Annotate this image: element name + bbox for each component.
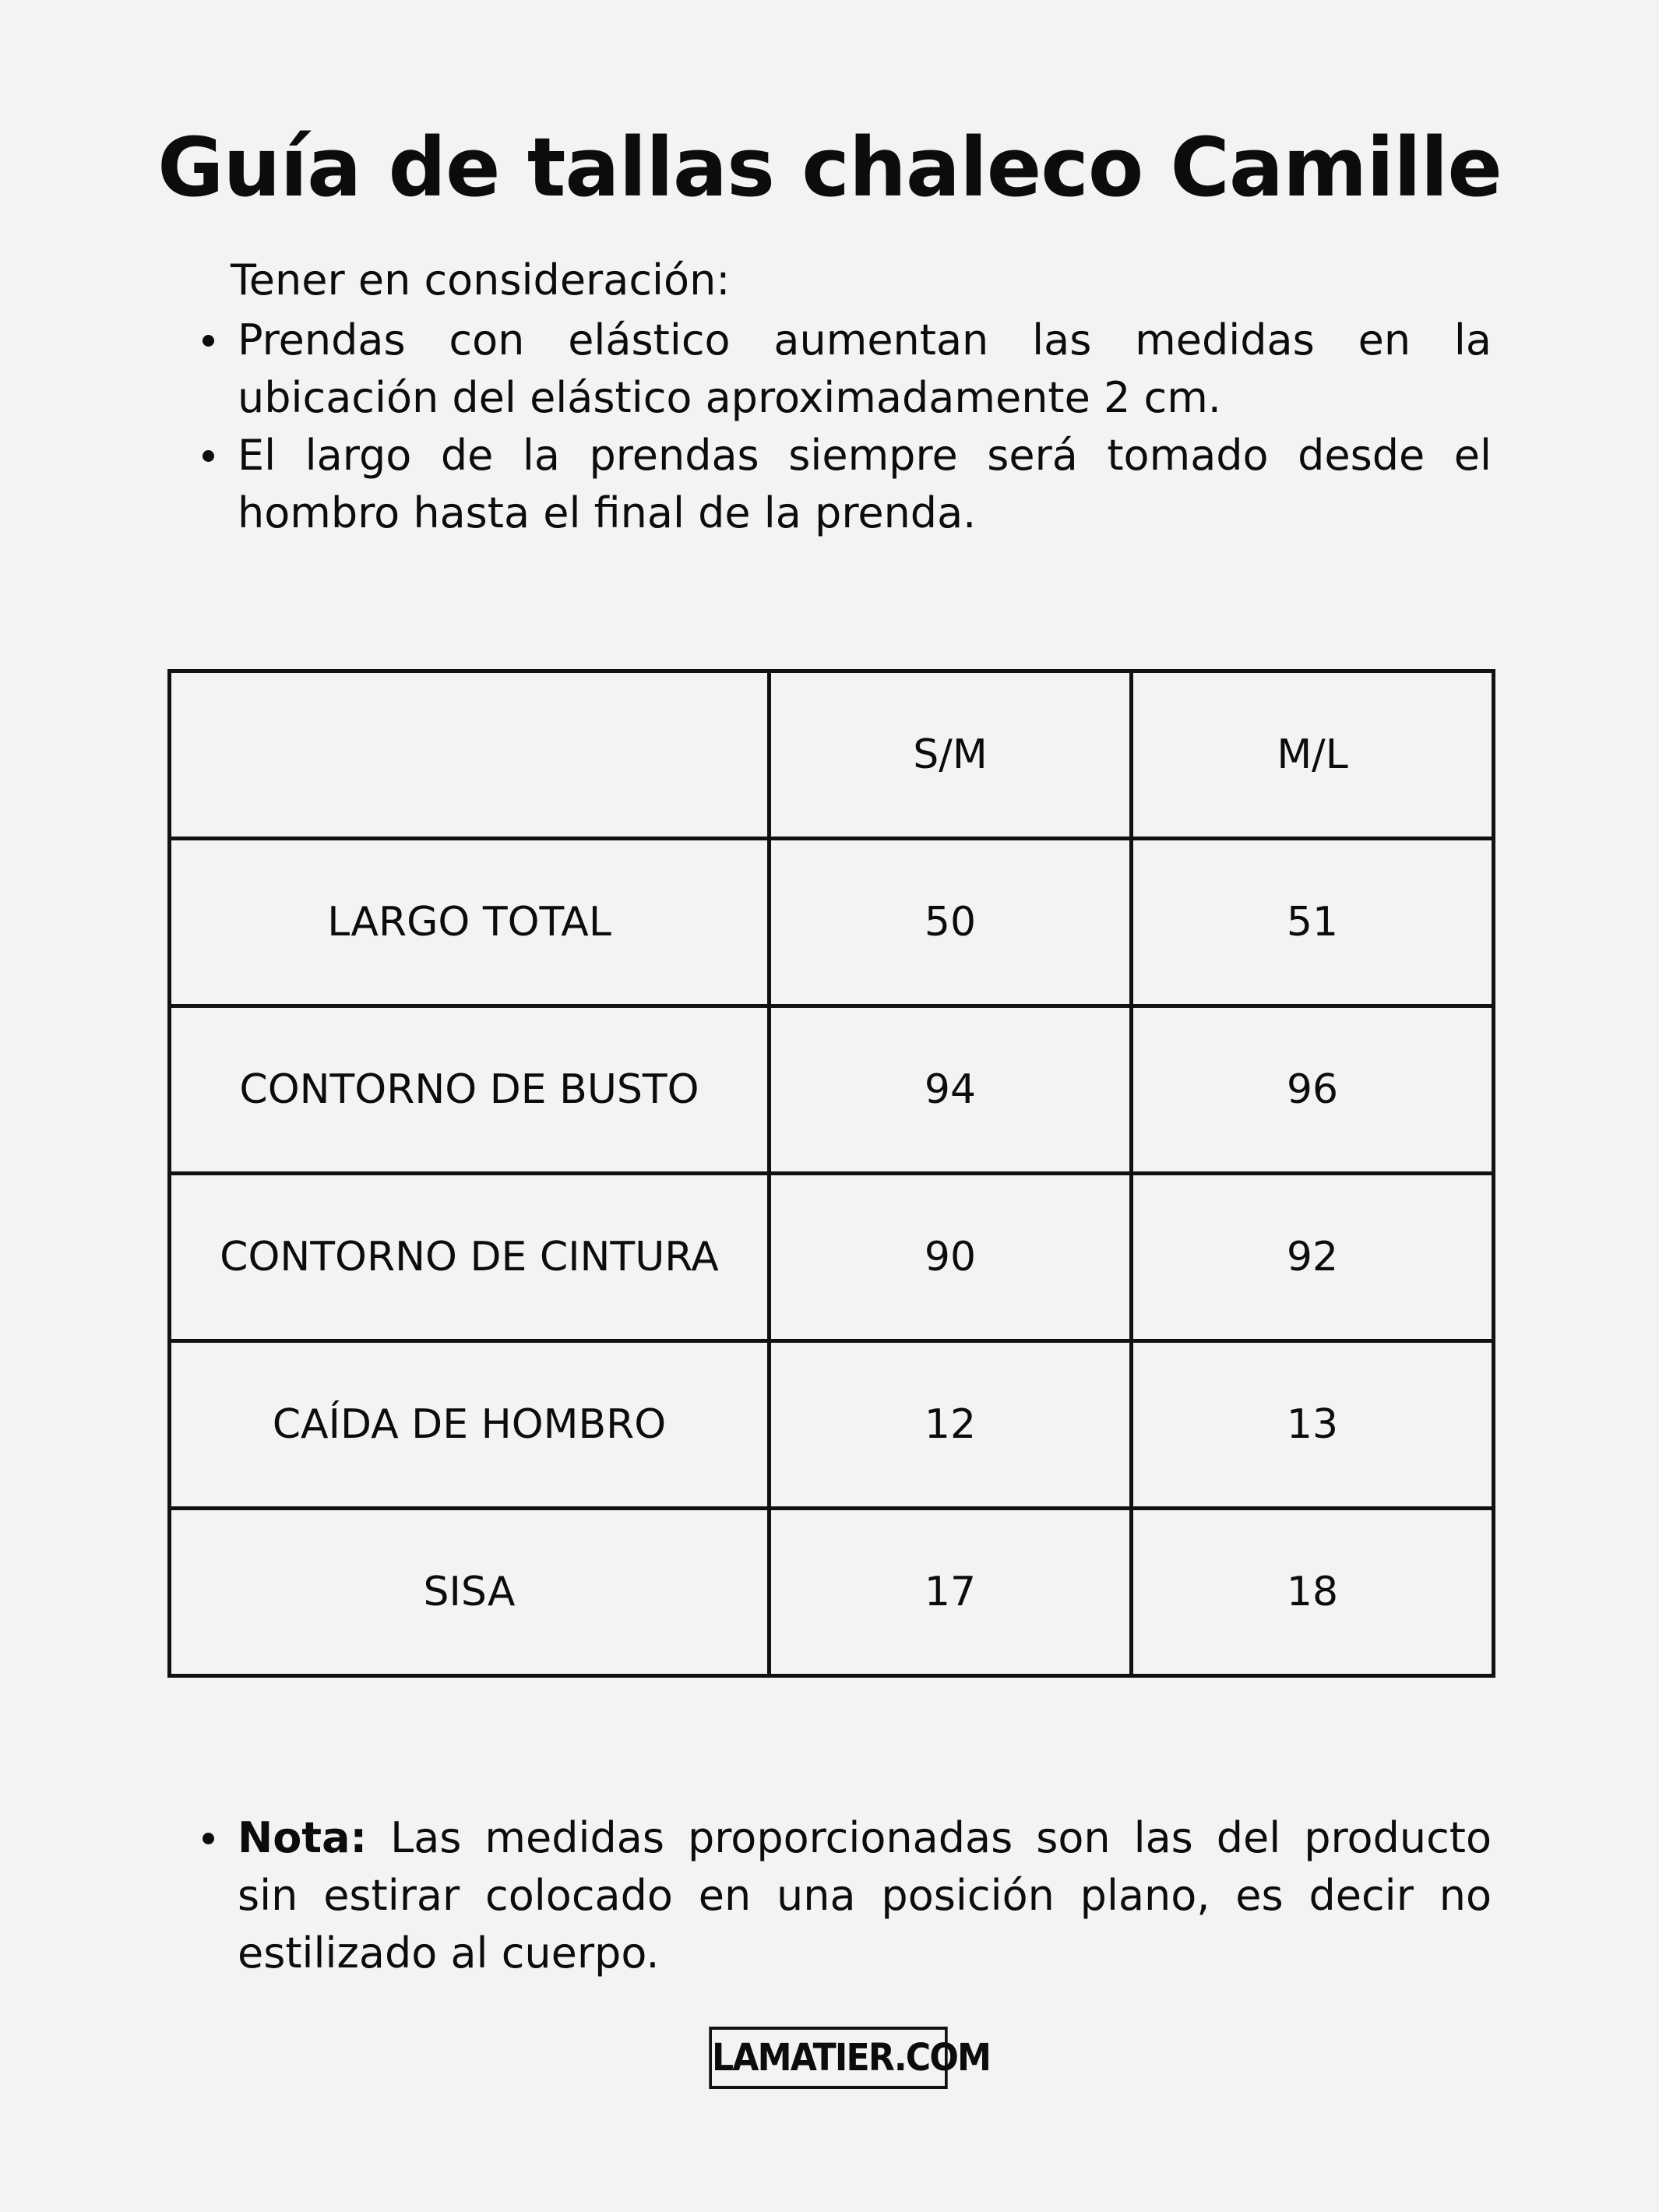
value-ml: 92 bbox=[1132, 1174, 1494, 1341]
page-title: Guía de tallas chaleco Camille bbox=[157, 120, 1502, 215]
measure-label: LARGO TOTAL bbox=[170, 839, 770, 1006]
value-ml: 96 bbox=[1132, 1006, 1494, 1174]
nota-text: Las medidas proporcionadas son las del producto sin estirar colocado en una posición plano, es decir no estilizado al cuerpo. bbox=[238, 1813, 1492, 1978]
note-item: El largo de la prendas siempre será tomado desde el hombro hasta el final de la prenda. bbox=[195, 427, 1492, 542]
note-item: Prendas con elástico aumentan las medidas en la ubicación del elástico aproximadamente 2 cm. bbox=[195, 312, 1492, 427]
value-sm: 50 bbox=[770, 839, 1132, 1006]
table-header-row bbox=[170, 671, 1494, 839]
measure-label: CAÍDA DE HOMBRO bbox=[170, 1341, 770, 1509]
value-sm: 90 bbox=[770, 1174, 1132, 1341]
intro-text: Tener en consideración: bbox=[231, 255, 731, 305]
table-row bbox=[170, 839, 1494, 1006]
measure-label: CONTORNO DE CINTURA bbox=[170, 1174, 770, 1341]
header-cell-sm: S/M bbox=[770, 671, 1132, 839]
table-row bbox=[170, 1174, 1494, 1341]
nota-item bbox=[195, 1809, 1492, 1982]
header-cell-ml: M/L bbox=[1132, 671, 1494, 839]
table-row bbox=[170, 1341, 1494, 1509]
value-ml: 51 bbox=[1132, 839, 1494, 1006]
value-sm: 94 bbox=[770, 1006, 1132, 1174]
nota-label: Nota: bbox=[238, 1813, 368, 1862]
value-sm: 12 bbox=[770, 1341, 1132, 1509]
value-sm: 17 bbox=[770, 1509, 1132, 1676]
nota-list bbox=[195, 1809, 1492, 1982]
measure-label: SISA bbox=[170, 1509, 770, 1676]
value-ml: 18 bbox=[1132, 1509, 1494, 1676]
measure-label: CONTORNO DE BUSTO bbox=[170, 1006, 770, 1174]
table-row bbox=[170, 1509, 1494, 1676]
website-link[interactable]: LAMATIER.COM bbox=[709, 2027, 947, 2089]
consideration-list bbox=[195, 312, 1492, 542]
value-ml: 13 bbox=[1132, 1341, 1494, 1509]
header-cell-measure bbox=[170, 671, 770, 839]
table-row bbox=[170, 1006, 1494, 1174]
size-table bbox=[167, 669, 1495, 1678]
